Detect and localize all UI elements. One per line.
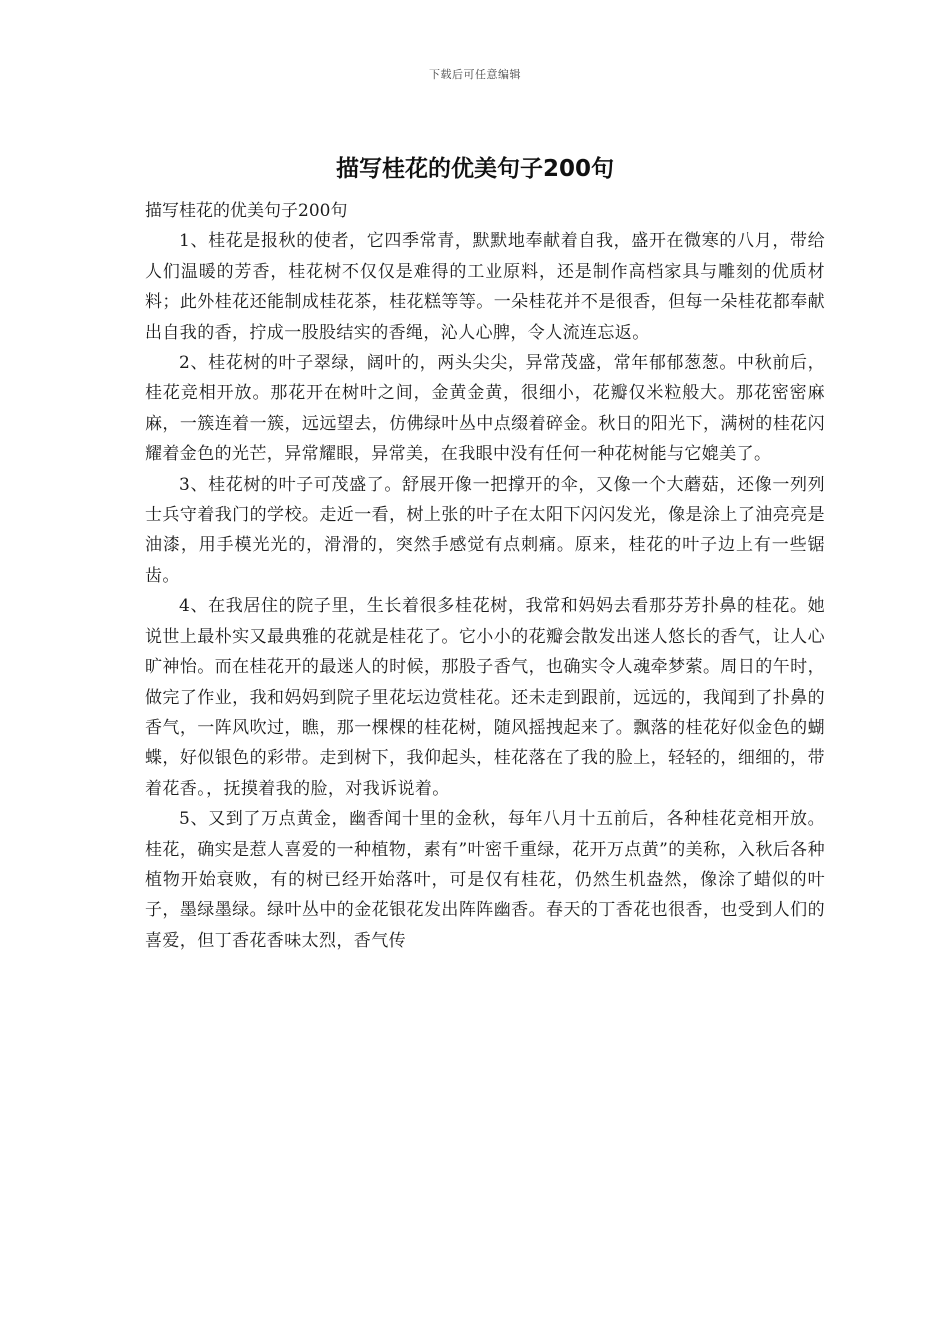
paragraph-1: 1、桂花是报秋的使者，它四季常青，默默地奉献着自我，盛开在微寒的八月，带给人们温暖的芳香，桂花树不仅仅是难得的工业原料，还是制作高档家具与雕刻的优质材料；此外桂花还能制成桂花茶，桂花糕等等。一朵桂花并不是很香，但每一朵桂花都奉献出自我的香，拧成一股股结实的香绳，沁人心脾，令人流连忘返。 (145, 231, 825, 343)
document-subtitle: 描写桂花的优美句子200句 (145, 201, 348, 221)
header-note: 下载后可任意编辑 (429, 68, 521, 81)
paragraph-5: 5、又到了万点黄金，幽香闻十里的金秋，每年八月十五前后，各种桂花竞相开放。桂花，确实是惹人喜爱的一种植物，素有”叶密千重绿，花开万点黄”的美称，入秋后各种植物开始衰败，有的树已经开始落叶，可是仅有桂花，仍然生机盎然，像涂了蜡似的叶子，墨绿墨绿。绿叶丛中的金花银花发出阵阵幽香。春天的丁香花也很香，也受到人们的喜爱，但丁香花香味太烈，香气传 (145, 809, 825, 951)
document-body (145, 196, 825, 956)
paragraph-2: 2、桂花树的叶子翠绿，阔叶的，两头尖尖，异常茂盛，常年郁郁葱葱。中秋前后，桂花竞相开放。那花开在树叶之间，金黄金黄，很细小，花瓣仅米粒般大。那花密密麻麻，一簇连着一簇，远远望去，仿佛绿叶丛中点缀着碎金。秋日的阳光下，满树的桂花闪耀着金色的光芒，异常耀眼，异常美，在我眼中没有任何一种花树能与它媲美了。 (145, 353, 825, 465)
paragraph-3: 3、桂花树的叶子可茂盛了。舒展开像一把撑开的伞，又像一个大蘑菇，还像一列列士兵守着我门的学校。走近一看，树上张的叶子在太阳下闪闪发光，像是涂上了油亮亮是油漆，用手模光光的，滑滑的，突然手感觉有点刺痛。原来，桂花的叶子边上有一些锯齿。 (145, 474, 825, 586)
paragraph-4: 4、在我居住的院子里，生长着很多桂花树，我常和妈妈去看那芬芳扑鼻的桂花。她说世上最朴实又最典雅的花就是桂花了。它小小的花瓣会散发出迷人悠长的香气，让人心旷神怡。而在桂花开的最迷人的时候，那股子香气，也确实令人魂牵梦萦。周日的午时，做完了作业，我和妈妈到院子里花坛边赏桂花。还未走到跟前，远远的，我闻到了扑鼻的香气，一阵风吹过，瞧，那一棵棵的桂花树，随风摇拽起来了。飘落的桂花好似金色的蝴蝶，好似银色的彩带。走到树下，我仰起头，桂花落在了我的脸上，轻轻的，细细的，带着花香。，抚摸着我的脸，对我诉说着。 (145, 596, 825, 799)
document-title: 描写桂花的优美句子200句 (335, 156, 614, 182)
